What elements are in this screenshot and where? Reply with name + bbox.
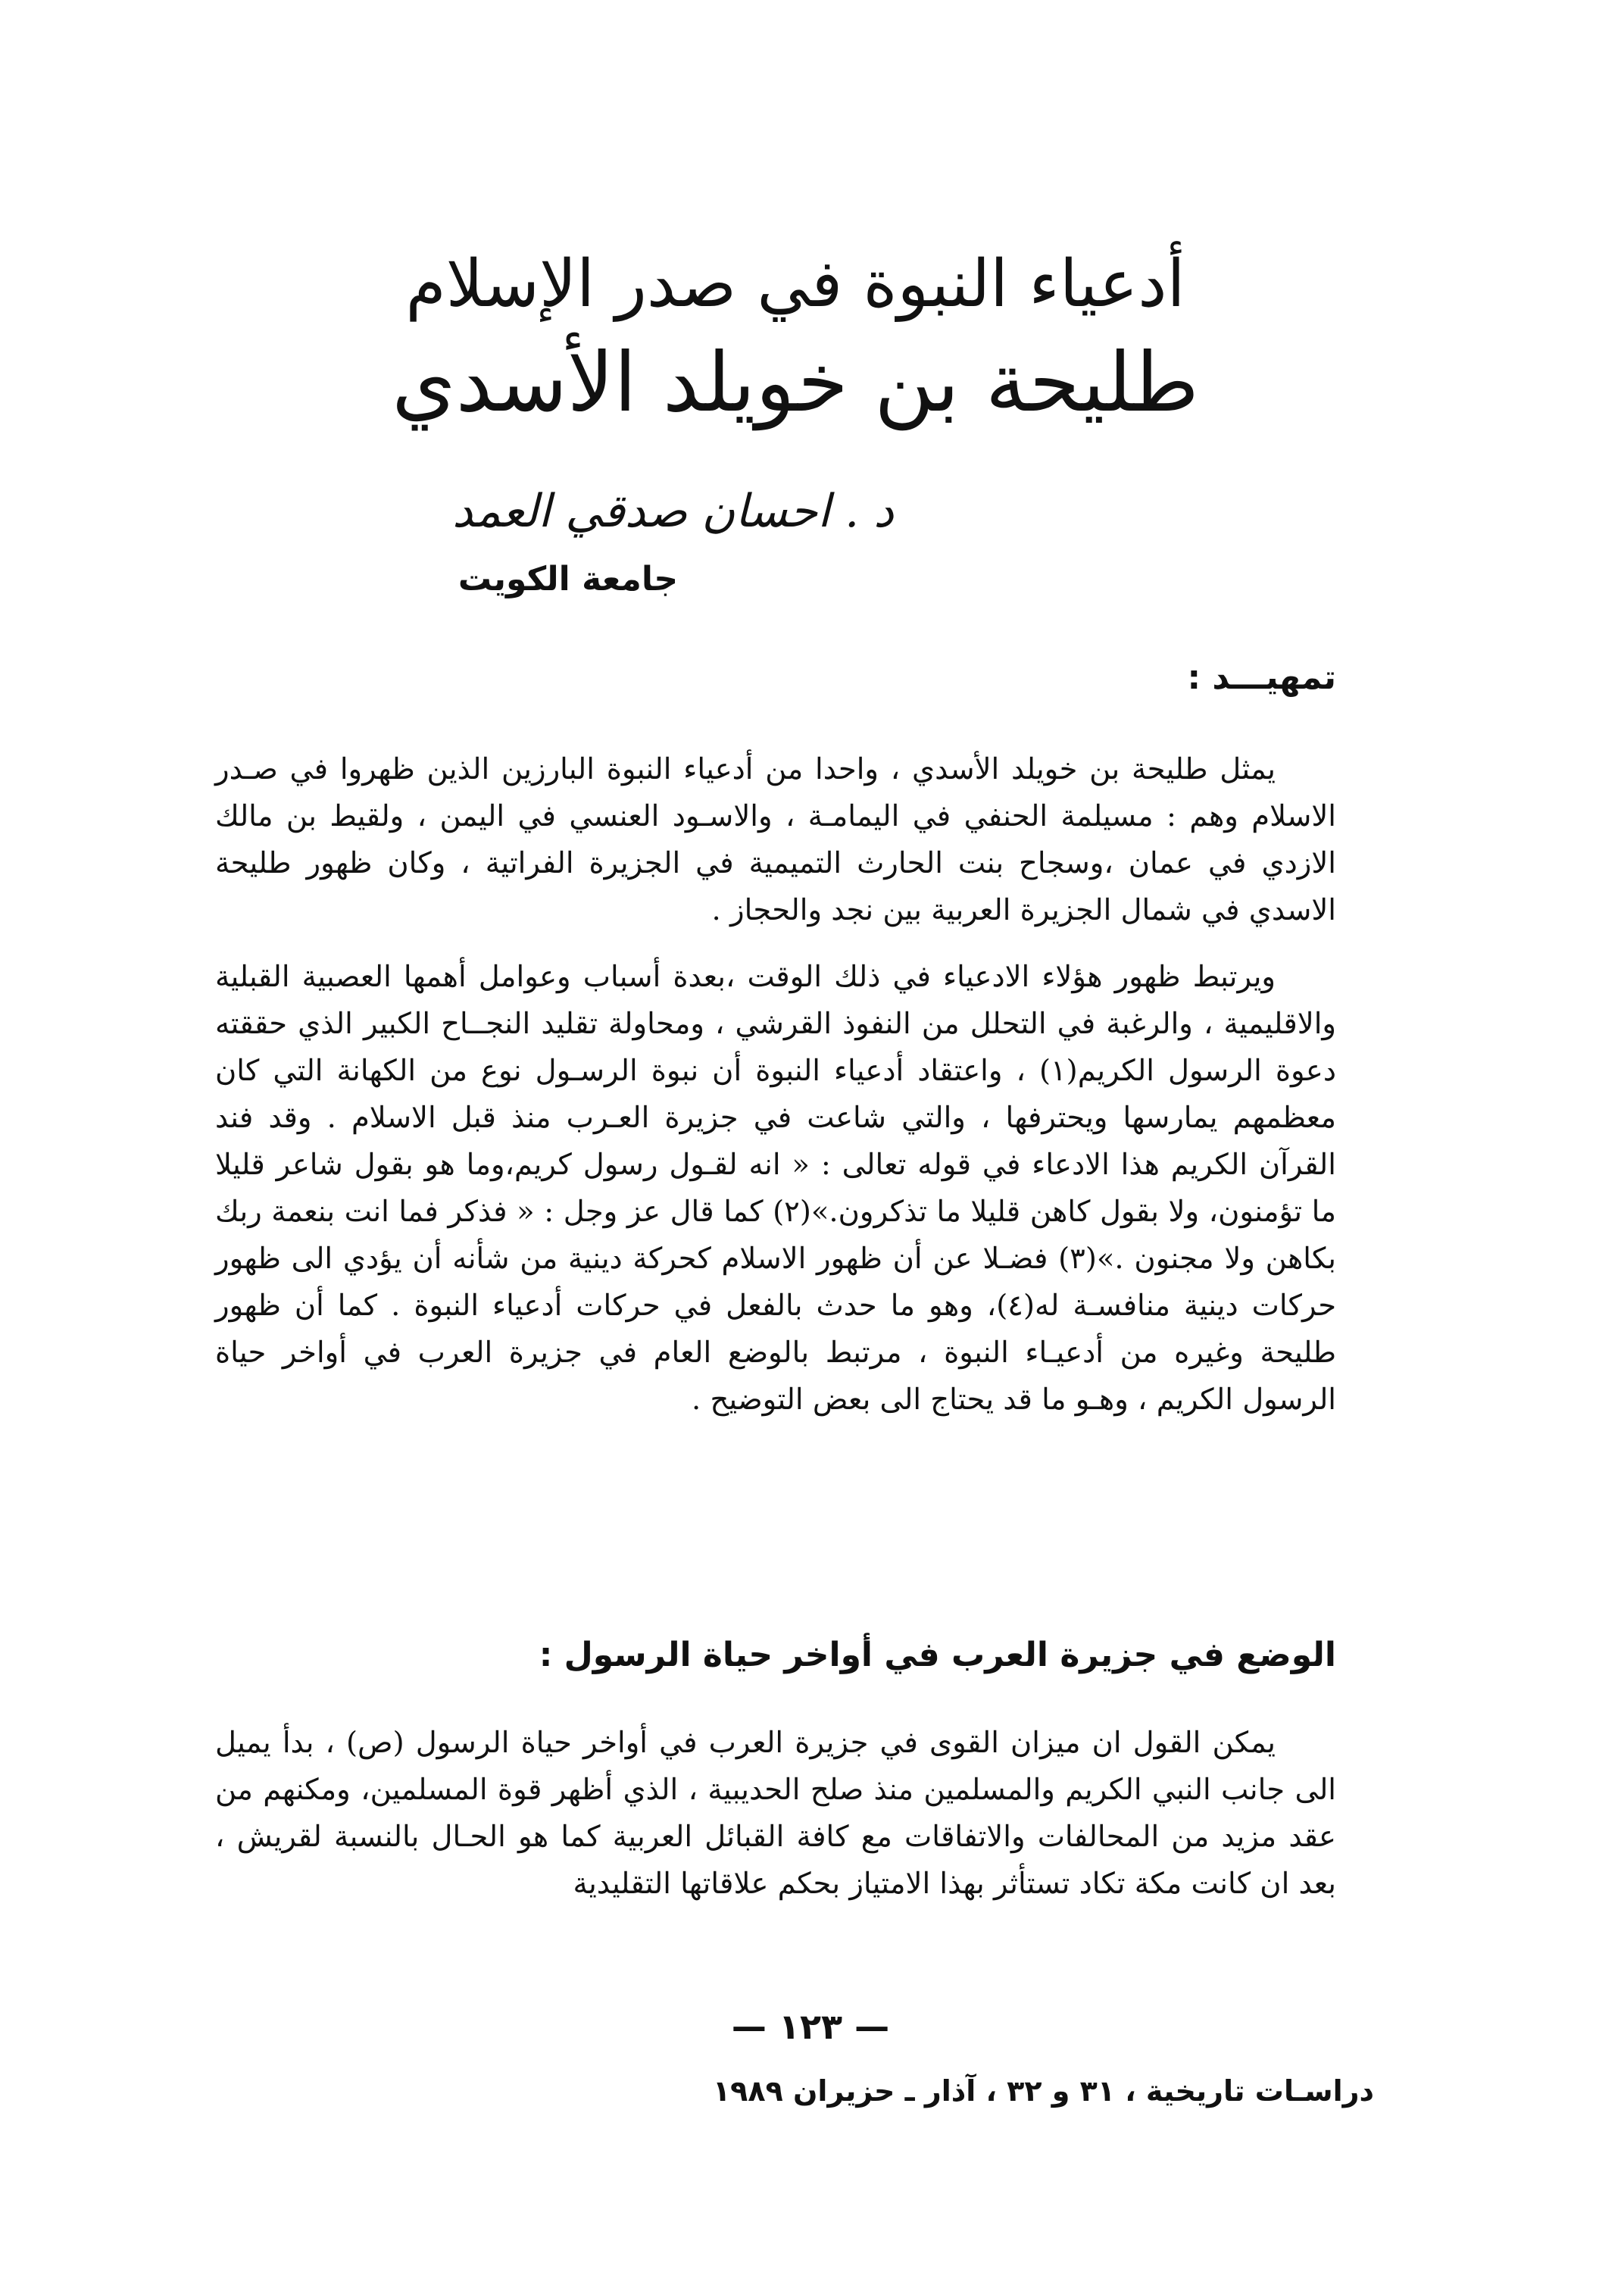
title-line-2: طليحة بن خويلد الأسدي	[392, 336, 1199, 430]
situation-body	[215, 1720, 1336, 1927]
paragraph: ويرتبط ظهور هؤلاء الادعياء في ذلك الوقت ،بعدة أسباب وعوامل أهمها العصبية القبلية والاقليمية ، والرغبة في التحلل من النفوذ القرشي ، ومحاولة تقليد النجــاح الكبير الذي حققته دعوة الرسول الكريم(١) ، واعتقاد أدعياء النبوة أن نبوة الرسـول نوع من الكهانة التي كان معظمهم يمارسها ويحترفها ، والتي شاعت في جزيرة العـرب منذ قبل الاسلام . وقد فند القرآن الكريم هذا الادعاء في قوله تعالى : « انه لقـول رسول كريم،وما هو بقول شاعر قليلا ما تؤمنون، ولا بقول كاهن قليلا ما تذكرون.»(٢) كما قال عز وجل : « فذكر فما انت بنعمة ربك بكاهن ولا مجنون .»(٣) فضـلا عن أن ظهور الاسلام كحركة دينية من شأنه أن يؤدي الى ظهور حركات دينية منافسـة له(٤)، وهو ما حدث بالفعل في حركات أدعياء النبوة . كما أن ظهور طليحة وغيره من أدعيـاء النبوة ، مرتبط بالوضع العام في جزيرة العرب في أواخر حياة الرسول الكريم ، وهـو ما قد يحتاج الى بعض التوضيح .	[215, 960, 1337, 1417]
page-number: — ١٢٣ —	[731, 2006, 890, 2047]
title-line-1: أدعياء النبوة في صدر الإسلام	[405, 246, 1185, 322]
situation-heading: الوضع في جزيرة العرب في أواخر حياة الرسول :	[539, 1636, 1336, 1674]
author-affiliation: جامعة الكويت	[458, 560, 679, 599]
journal-footer: دراسـات تاريخية ، ٣١ و ٣٢ ، آذار ـ حزيران ١٩٨٩	[712, 2074, 1374, 2108]
article-title	[303, 242, 1288, 436]
paragraph: يمثل طليحة بن خويلد الأسدي ، واحدا من أدعياء النبوة البارزين الذين ظهروا في صـدر الاسلام وهم : مسيلمة الحنفي في اليمامـة ، والاسـود العنسي في اليمن ، ولقيط بن مالك الازدي في عمان ،وسجاح بنت الحارث التميمية في الجزيرة الفراتية ، وكان ظهور طليحة الاسدي في شمال الجزيرة العربية بين نجد والحجاز .	[215, 752, 1336, 927]
paragraph: يمكن القول ان ميزان القوى في جزيرة العرب في أواخر حياة الرسول (ص) ، بدأ يميل الى جانب النبي الكريم والمسلمين منذ صلح الحديبية ، الذي أظهر قوة المسلمين، ومكنهم من عقد مزيد من المحالفات والاتفاقات مع كافة القبائل العربية كما هو الحـال بالنسبة لقريش ، بعد ان كانت مكة تكاد تستأثر بهذا الامتياز بحكم علاقاتها التقليدية	[215, 1726, 1336, 1901]
author-name: د . احسان صدقي العمد	[452, 485, 894, 538]
intro-body	[215, 746, 1336, 1443]
intro-heading: تمهيـــد :	[1187, 658, 1336, 697]
